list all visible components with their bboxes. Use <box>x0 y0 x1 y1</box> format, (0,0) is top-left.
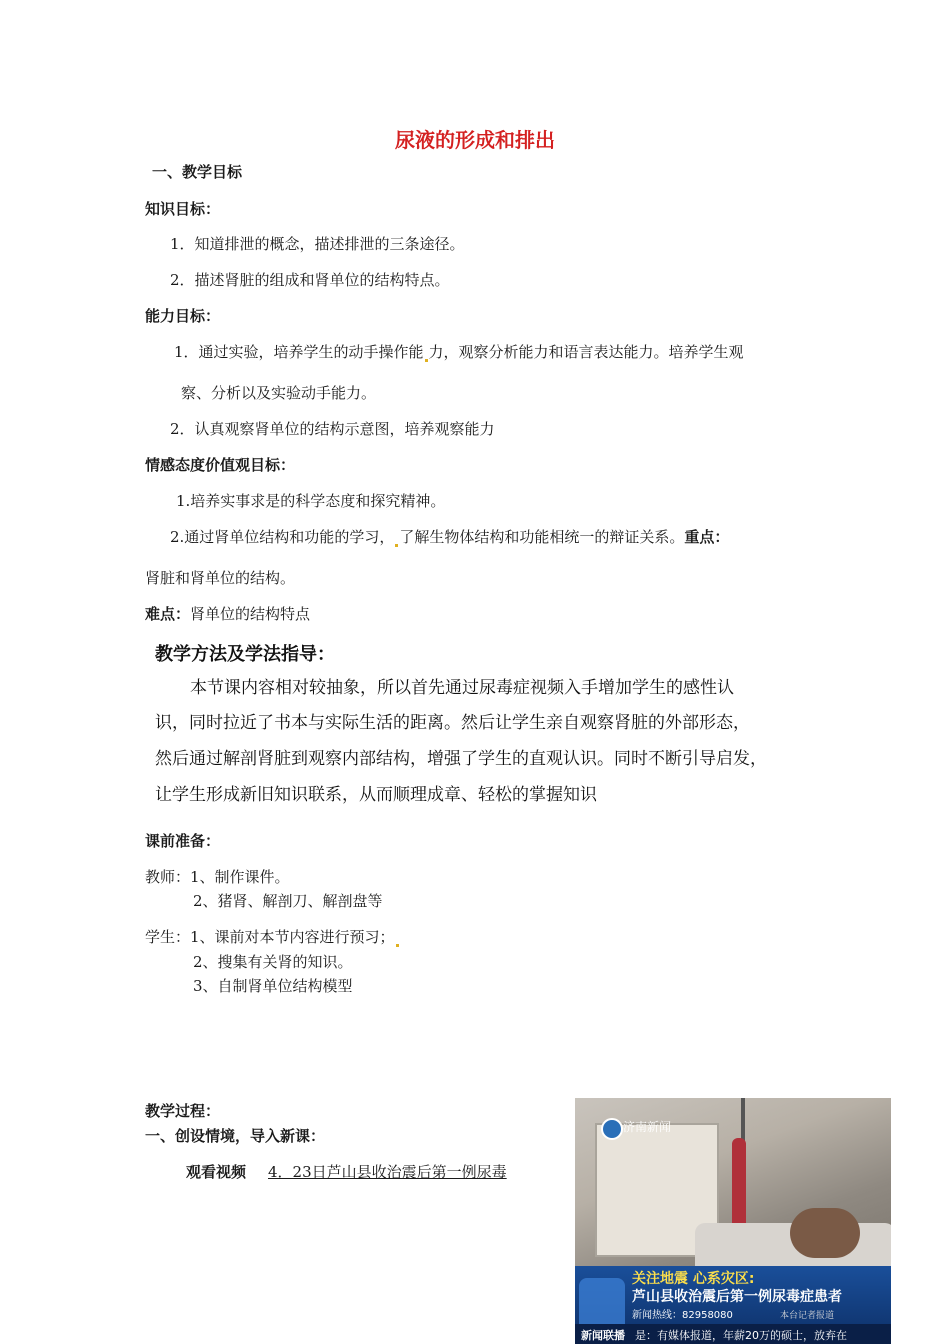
method-heading: 教学方法及学法指导： <box>155 644 335 665</box>
decorative-dot <box>395 544 398 547</box>
prep-teacher-1: 教师：1、制作课件。 <box>145 868 290 886</box>
video-link[interactable]: 4．23日芦山县收治震后第一例尿毒 <box>268 1163 507 1181</box>
watch-video-line <box>186 1162 507 1182</box>
process-label: 教学过程： <box>145 1102 221 1120</box>
video-still-image[interactable] <box>575 1098 891 1344</box>
process-step-1: 一、创设情境，导入新课： <box>145 1127 326 1145</box>
caption-title: 芦山县收治震后第一例尿毒症患者 <box>632 1289 842 1305</box>
prep-label: 课前准备： <box>145 832 221 850</box>
method-line-4: 让学生形成新旧知识联系，从而顺理成章、轻松的掌握知识 <box>155 785 597 805</box>
ability-goals-label: 能力目标： <box>145 307 221 325</box>
patient <box>790 1208 860 1258</box>
decorative-dot <box>425 359 428 362</box>
watch-video-label: 观看视频 <box>186 1163 247 1181</box>
knowledge-goals-label: 知识目标： <box>145 200 221 218</box>
ability-item-2: 2．认真观察肾单位的结构示意图，培养观察能力 <box>170 420 495 438</box>
prep-student-3: 3、自制肾单位结构模型 <box>193 977 353 995</box>
emotion-goals-label: 情感态度价值观目标： <box>145 456 296 474</box>
difficulty-text: 肾单位的结构特点 <box>190 605 311 623</box>
knowledge-item-2: 2．描述肾脏的组成和肾单位的结构特点。 <box>170 271 450 289</box>
page-title: 尿液的形成和排出 <box>395 128 555 152</box>
caption-headline: 关注地震 心系灾区: <box>632 1271 755 1287</box>
ability-item-1-part-a: 1．通过实验，培养学生的动手操作能 <box>174 343 424 361</box>
channel-logo-icon <box>601 1118 623 1140</box>
section-heading-objectives: 一、教学目标 <box>152 163 243 181</box>
prep-teacher-2: 2、猪肾、解剖刀、解剖盘等 <box>193 892 383 910</box>
ticker-label: 新闻联播 <box>581 1329 625 1342</box>
ability-item-1 <box>174 342 744 362</box>
channel-name: 济南新闻 <box>623 1120 672 1134</box>
emotion-item-1: 1.培养实事求是的科学态度和探究精神。 <box>176 492 446 510</box>
prep-student-1-text: 学生：1、课前对本节内容进行预习； <box>145 928 395 946</box>
prep-student-2: 2、搜集有关肾的知识。 <box>193 953 353 971</box>
ability-item-1-cont: 察、分析以及实验动手能力。 <box>181 384 377 402</box>
ability-item-1-part-b: 力，观察分析能力和语言表达能力。培养学生观 <box>428 343 744 361</box>
emotion-item-2-part-a: 2.通过肾单位结构和功能的学习， <box>170 528 395 546</box>
key-points-label: 重点： <box>684 528 730 546</box>
ticker-text: 是：有媒体报道，年薪20万的硕士，放弃在 <box>635 1329 847 1342</box>
emotion-item-2 <box>170 527 729 547</box>
decorative-dot <box>396 944 399 947</box>
emotion-item-2-part-b: 了解生物体结构和功能相统一的辩证关系。 <box>399 528 685 546</box>
method-line-2: 识，同时拉近了书本与实际生活的距离。然后让学生亲自观察肾脏的外部形态， <box>155 713 750 733</box>
key-points-text: 肾脏和肾单位的结构。 <box>145 569 296 587</box>
method-line-1: 本节课内容相对较抽象，所以首先通过尿毒症视频入手增加学生的感性认 <box>190 678 734 698</box>
prep-student-1 <box>145 927 400 947</box>
difficulty-line <box>145 604 310 624</box>
method-line-3: 然后通过解剖肾脏到观察内部结构，增强了学生的直观认识。同时不断引导启发， <box>155 749 767 769</box>
caption-hotline: 新闻热线：82958080 <box>632 1310 733 1321</box>
difficulty-label: 难点： <box>145 605 191 623</box>
knowledge-item-1: 1．知道排泄的概念，描述排泄的三条途径。 <box>170 235 465 253</box>
caption-reporter: 本台记者报道 <box>780 1311 835 1321</box>
